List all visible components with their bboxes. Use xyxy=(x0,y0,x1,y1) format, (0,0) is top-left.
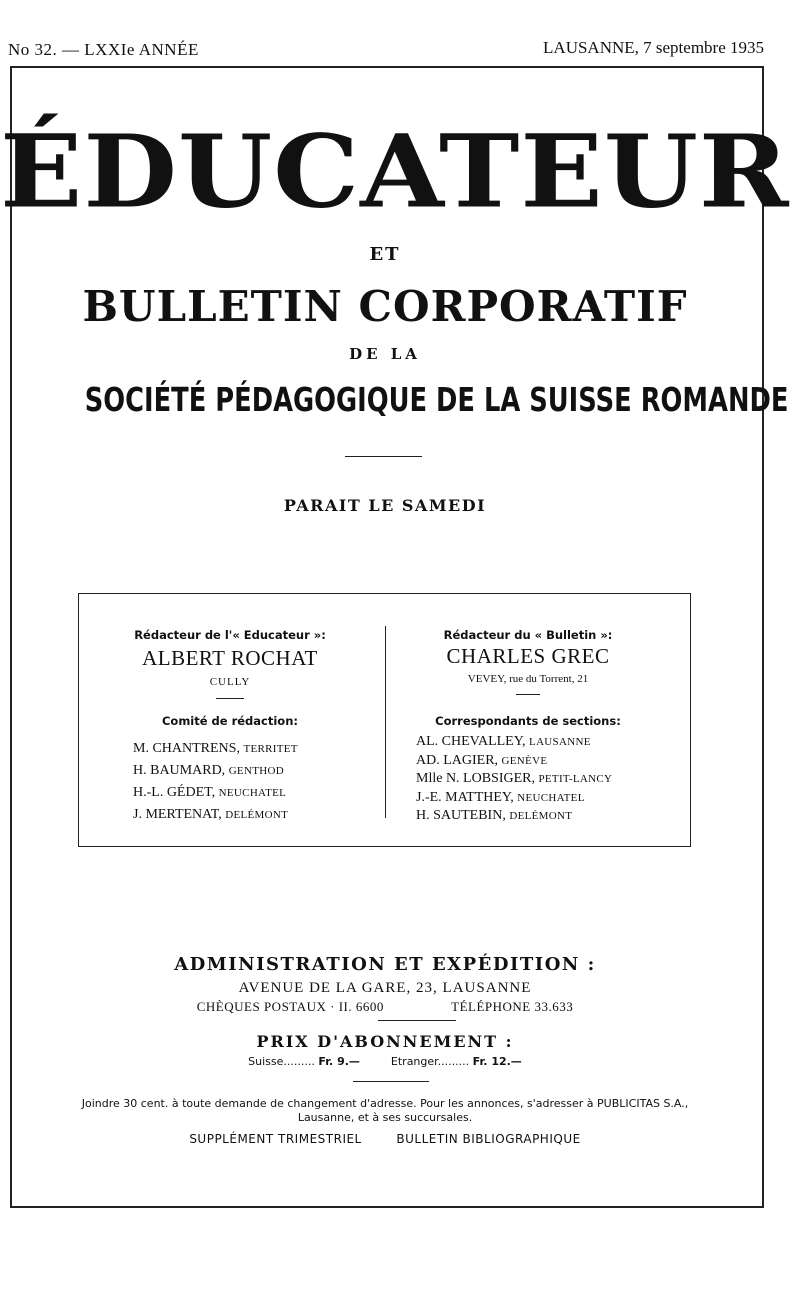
editors-divider xyxy=(385,626,386,818)
cheques-postaux: CHÈQUES POSTAUX · II. 6600 xyxy=(196,999,384,1014)
bulletin-title: BULLETIN CORPORATIF xyxy=(82,282,688,331)
committee-list xyxy=(133,738,298,826)
left-small-rule xyxy=(216,698,244,699)
subscription-prices: Suisse......... Fr. 9.— Etranger......... Fr. 12.— xyxy=(248,1055,522,1068)
right-small-rule xyxy=(516,694,540,695)
list-item: AL. CHEVALLEY, LAUSANNE xyxy=(416,734,591,749)
left-editor-place: CULLY xyxy=(209,676,251,688)
supplement-label: SUPPLÉMENT TRIMESTRIEL xyxy=(189,1132,362,1146)
title-conjunction: ET xyxy=(369,244,401,265)
publication-frequency: PARAIT LE SAMEDI xyxy=(283,496,487,515)
right-editor-place: VEVEY, rue du Torrent, 21 xyxy=(467,673,589,685)
right-editor-name: CHARLES GREC xyxy=(446,644,610,668)
dateline: LAUSANNE, 7 septembre 1935 xyxy=(543,38,764,57)
list-item: M. CHANTRENS, TERRITET xyxy=(133,741,298,756)
subscription-rule xyxy=(353,1081,429,1082)
supplement-line xyxy=(0,1132,770,1146)
administration-title: ADMINISTRATION ET EXPÉDITION : xyxy=(174,954,596,975)
list-item: Mlle N. LOBSIGER, PETIT-LANCY xyxy=(416,771,613,786)
list-item: H. BAUMARD, GENTHOD xyxy=(133,763,284,778)
list-item: J.-E. MATTHEY, NEUCHATEL xyxy=(416,789,585,805)
notice-line-1: Joindre 30 cent. à toute demande de changement d'adresse. Pour les annonces, s'adresser à PUBLICITAS S.A., xyxy=(81,1097,689,1110)
list-item: J. MERTENAT, DELÉMONT xyxy=(133,807,289,822)
administration-address: AVENUE DE LA GARE, 23, LAUSANNE xyxy=(238,980,532,996)
journal-title: ÉDUCATEUR xyxy=(0,113,790,231)
correspondents-list xyxy=(416,733,612,826)
left-editor-name: ALBERT ROCHAT xyxy=(142,646,318,670)
title-de-la: DE LA xyxy=(349,345,421,363)
admin-rule xyxy=(378,1020,456,1021)
divider-rule xyxy=(345,456,422,457)
telephone: TÉLÉPHONE 33.633 xyxy=(451,999,574,1014)
society-name: SOCIÉTÉ PÉDAGOGIQUE DE LA SUISSE ROMANDE xyxy=(84,380,789,419)
notice-line-2: Lausanne, et à ses succursales. xyxy=(297,1111,473,1124)
left-editor-label: Rédacteur de l'« Educateur »: xyxy=(134,628,326,642)
bibliography-label: BULLETIN BIBLIOGRAPHIQUE xyxy=(396,1132,581,1146)
list-item: H. SAUTEBIN, DELÉMONT xyxy=(416,808,573,823)
list-item: AD. LAGIER, GENÈVE xyxy=(416,752,548,768)
list-item: H.-L. GÉDET, NEUCHATEL xyxy=(133,785,287,800)
correspondents-label: Correspondants de sections: xyxy=(435,714,621,728)
right-editor-label: Rédacteur du « Bulletin »: xyxy=(443,628,613,642)
committee-label: Comité de rédaction: xyxy=(161,714,298,728)
administration-contact xyxy=(0,999,770,1015)
subscription-title: PRIX D'ABONNEMENT : xyxy=(256,1032,514,1051)
issue-number: No 32. — LXXIe ANNÉE xyxy=(8,40,199,59)
